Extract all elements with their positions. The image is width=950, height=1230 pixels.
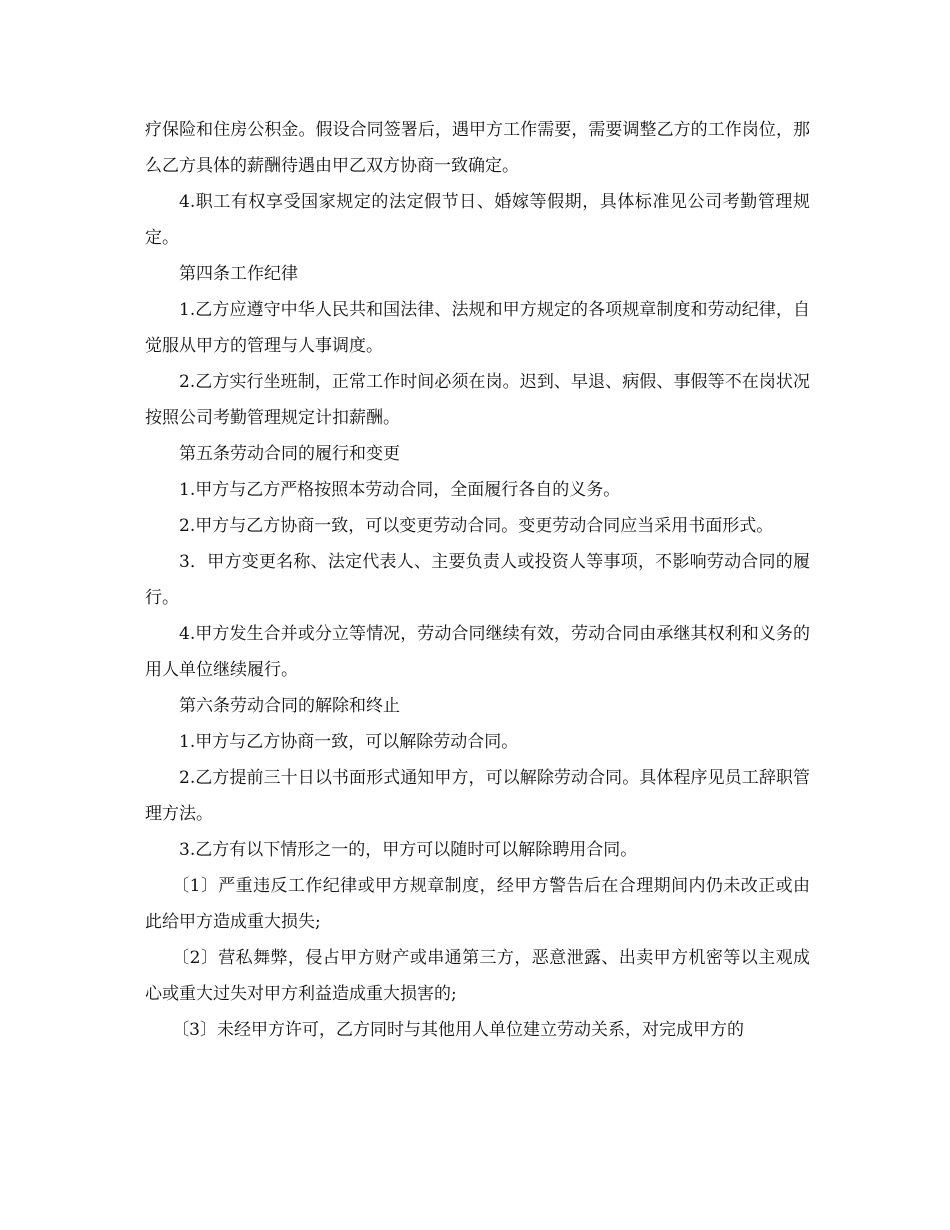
paragraph-continuation: 疗保险和住房公积金。假设合同签署后，遇甲方工作需要，需要调整乙方的工作岗位，那么乙方具体的薪酬待遇由甲乙双方协商一致确定。 — [145, 120, 810, 176]
article-5-heading: 第五条劳动合同的履行和变更 — [179, 444, 400, 464]
paragraph-performance-2: 2.甲方与乙方协商一致，可以变更劳动合同。变更劳动合同应当采用书面形式。 — [179, 516, 774, 536]
paragraph-termination-3: 3.乙方有以下情形之一的，甲方可以随时可以解除聘用合同。 — [179, 840, 638, 860]
paragraph-termination-2: 2.乙方提前三十日以书面形式通知甲方，可以解除劳动合同。具体程序见员工辞职管理方法。 — [145, 768, 810, 824]
paragraph-performance-3: 3．甲方变更名称、法定代表人、主要负责人或投资人等事项，不影响劳动合同的履行。 — [145, 552, 810, 608]
paragraph-discipline-1: 1.乙方应遵守中华人民共和国法律、法规和甲方规定的各项规章制度和劳动纪律，自觉服从甲方的管理与人事调度。 — [145, 300, 810, 356]
paragraph-termination-3-item-3: 〔3〕未经甲方许可，乙方同时与其他用人单位建立劳动关系，对完成甲方的 — [172, 1020, 745, 1040]
paragraph-termination-1: 1.甲方与乙方协商一致，可以解除劳动合同。 — [179, 732, 519, 752]
paragraph-discipline-2: 2.乙方实行坐班制，正常工作时间必须在岗。迟到、早退、病假、事假等不在岗状况按照公司考勤管理规定计扣薪酬。 — [145, 372, 810, 428]
article-4-heading: 第四条工作纪律 — [179, 264, 298, 284]
paragraph-leave-entitlement: 4.职工有权享受国家规定的法定假节日、婚嫁等假期，具体标准见公司考勤管理规定。 — [145, 192, 810, 248]
paragraph-termination-3-item-1: 〔1〕严重违反工作纪律或甲方规章制度，经甲方警告后在合理期间内仍未改正或由此给甲方造成重大损失; — [145, 876, 810, 932]
document-page — [145, 112, 810, 1048]
article-6-heading: 第六条劳动合同的解除和终止 — [179, 696, 400, 716]
paragraph-performance-4: 4.甲方发生合并或分立等情况，劳动合同继续有效，劳动合同由承继其权利和义务的用人单位继续履行。 — [145, 624, 810, 680]
paragraph-termination-3-item-2: 〔2〕营私舞弊，侵占甲方财产或串通第三方，恶意泄露、出卖甲方机密等以主观成心或重大过失对甲方利益造成重大损害的; — [145, 948, 810, 1004]
paragraph-performance-1: 1.甲方与乙方严格按照本劳动合同，全面履行各自的义务。 — [179, 480, 621, 500]
